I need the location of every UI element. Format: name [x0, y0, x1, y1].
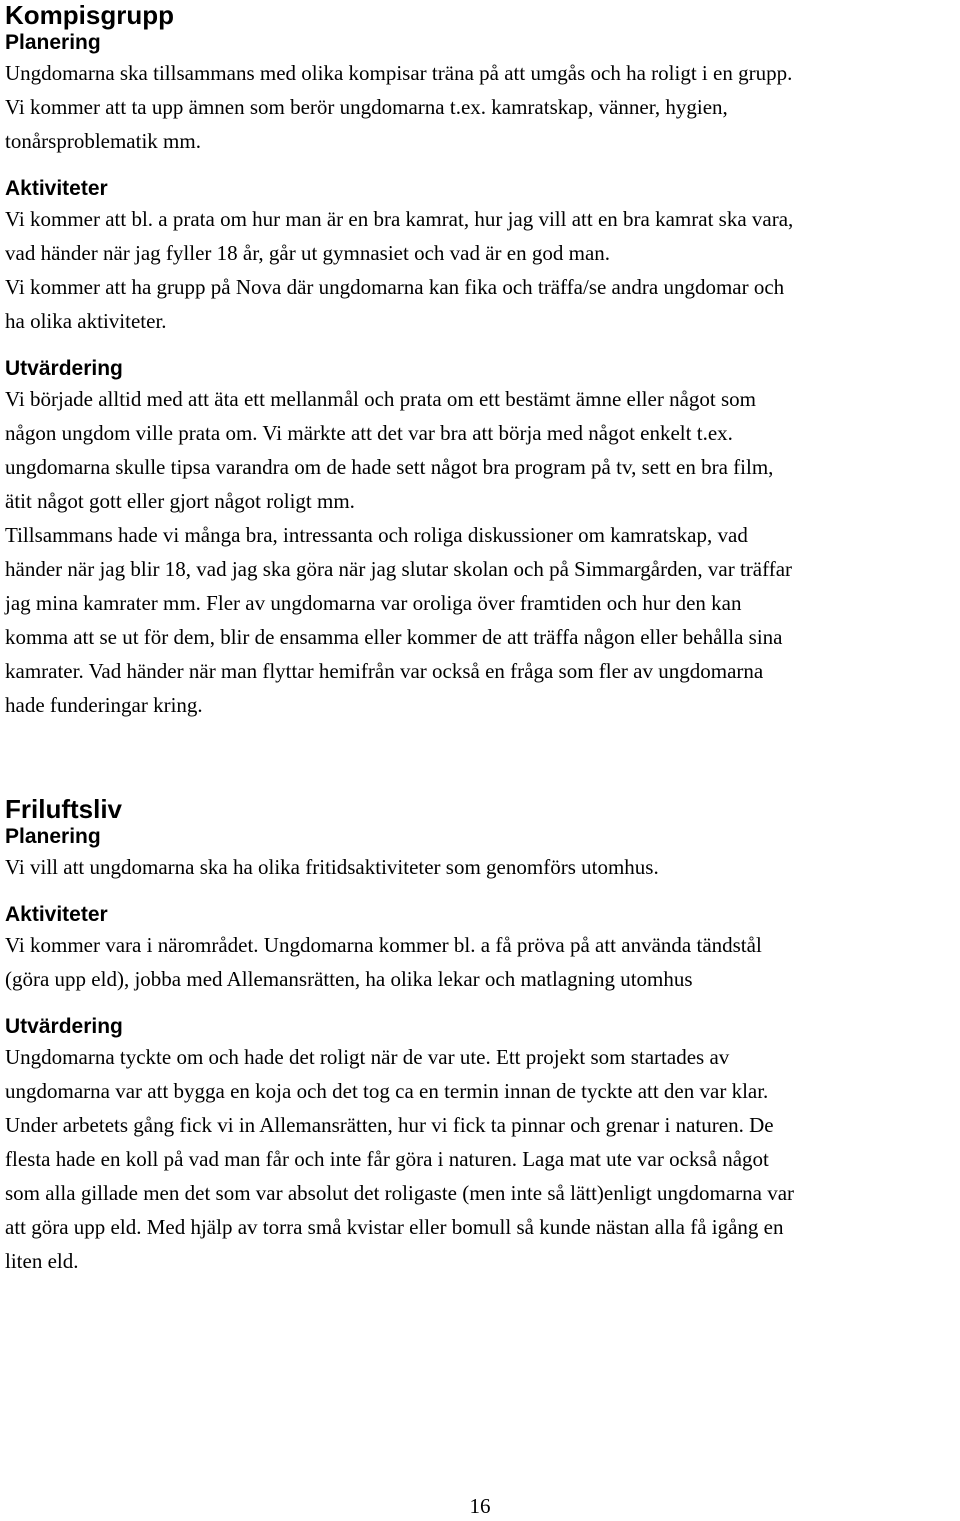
- utvardering-heading: Utvärdering: [5, 1015, 123, 1038]
- section-friluftsliv: [5, 794, 957, 1278]
- section-title: Friluftsliv: [5, 794, 123, 824]
- utvardering-heading: Utvärdering: [5, 357, 123, 380]
- utvardering-text: Vi började alltid med att äta ett mellanmål och prata om ett bestämt ämne eller något som någon ungdom ville prata om. Vi märkte att det var bra att börja med något enkelt t.ex. ungdomarna skulle tipsa varandra om de hade sett något bra program på tv, sett en bra film, ätit något gott eller gjort något roligt mm. Tillsammans hade vi många bra, intressanta och roliga diskussioner om kamratskap, vad händer när jag blir 18, vad jag ska göra när jag slutar skolan och på Simmargården, var träffar jag mina kamrater mm. Fler av ungdomarna var oroliga över framtiden och hur den kan komma att se ut för dem, blir de ensamma eller kommer de att träffa någon eller behålla sina kamrater. Vad händer när man flyttar hemifrån var också en fråga som fler av ungdomarna hade funderingar kring.: [5, 387, 793, 717]
- aktiviteter-heading: Aktiviteter: [5, 177, 108, 200]
- page-number: 16: [469, 1494, 491, 1518]
- aktiviteter-text: Vi kommer att bl. a prata om hur man är en bra kamrat, hur jag vill att en bra kamrat ska vara, vad händer när jag fyller 18 år, går ut gymnasiet och vad är en god man. Vi kommer att ha grupp på Nova där ungdomarna kan fika och träffa/se andra ungdomar och ha olika aktiviteter.: [5, 207, 794, 333]
- planering-heading: Planering: [5, 825, 101, 848]
- document-page: [5, 0, 957, 1278]
- section-title: Kompisgrupp: [5, 0, 174, 30]
- planering-text: Ungdomarna ska tillsammans med olika kompisar träna på att umgås och ha roligt i en grupp. Vi kommer att ta upp ämnen som berör ungdomarna t.ex. kamratskap, vänner, hygien, tonårsproblematik mm.: [5, 61, 793, 153]
- aktiviteter-text: Vi kommer vara i närområdet. Ungdomarna kommer bl. a få pröva på att använda tändstål (göra upp eld), jobba med Allemansrätten, ha olika lekar och matlagning utomhus: [5, 933, 762, 991]
- utvardering-text: Ungdomarna tyckte om och hade det roligt när de var ute. Ett projekt som startades av ungdomarna var att bygga en koja och det tog ca en termin innan de tyckte att den var klar. Under arbetets gång fick vi in Allemansrätten, hur vi fick ta pinnar och grenar i naturen. De flesta hade en koll på vad man får och inte får göra i naturen. Laga mat ute var också något som alla gillade men det som var absolut det roligaste (men inte så lätt)enligt ungdomarna var att göra upp eld. Med hjälp av torra små kvistar eller bomull så kunde nästan alla få igång en liten eld.: [5, 1045, 795, 1273]
- planering-heading: Planering: [5, 31, 101, 54]
- aktiviteter-heading: Aktiviteter: [5, 903, 108, 926]
- planering-text: Vi vill att ungdomarna ska ha olika fritidsaktiviteter som genomförs utomhus.: [5, 855, 659, 879]
- section-kompisgrupp: [5, 0, 957, 722]
